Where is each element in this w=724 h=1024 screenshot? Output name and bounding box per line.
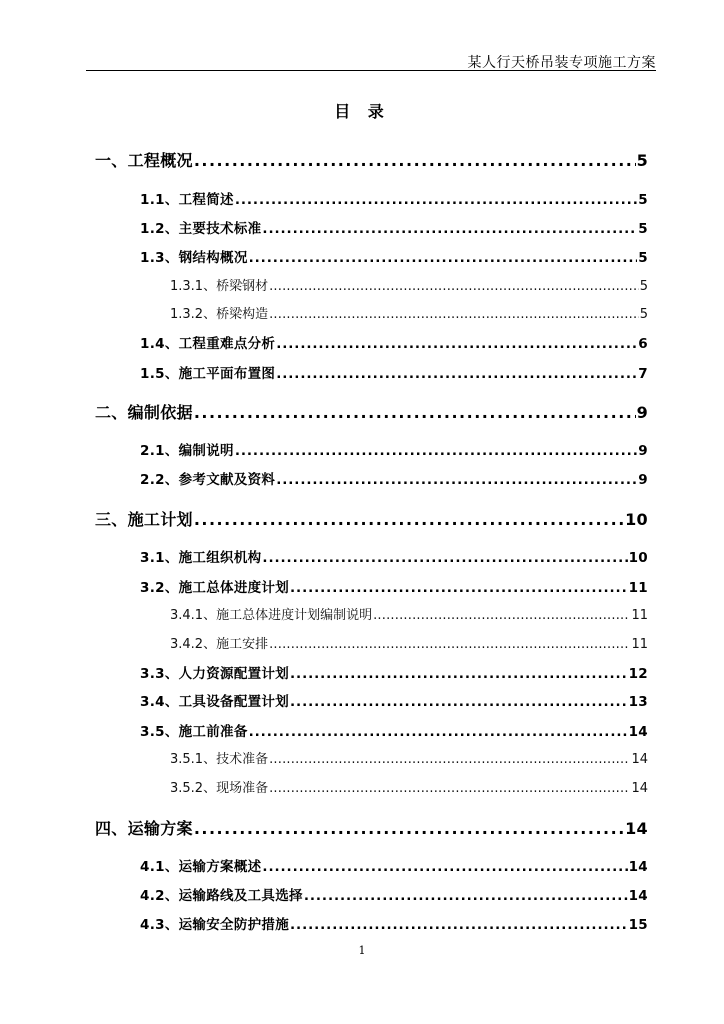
toc-dot-leader xyxy=(290,666,628,682)
toc-entry-page: 6 xyxy=(638,336,648,352)
toc-entry-page: 14 xyxy=(631,752,648,767)
toc-dot-leader xyxy=(269,781,630,796)
document-title: 某人行天桥吊装专项施工方案 xyxy=(467,55,656,71)
toc-entry[interactable] xyxy=(140,188,648,208)
toc-entry-page: 5 xyxy=(638,221,648,237)
toc-dot-leader xyxy=(194,403,636,422)
toc-entry-label: 3.5、施工前准备 xyxy=(140,724,248,740)
toc-entry-label: 1.3.2、桥梁构造 xyxy=(170,307,269,322)
toc-entry-label: 4.2、运输路线及工具选择 xyxy=(140,888,303,904)
toc-entry-label: 2.2、参考文献及资料 xyxy=(140,472,276,488)
toc-entry-page: 9 xyxy=(636,403,648,422)
toc-entry-label: 3.3、人力资源配置计划 xyxy=(140,666,290,682)
toc-dot-leader xyxy=(269,279,639,294)
toc-entry[interactable] xyxy=(140,362,648,382)
toc-entry-label: 二、编制依据 xyxy=(95,403,193,422)
toc-entry-label: 3.4.2、施工安排 xyxy=(170,637,269,652)
toc-entry-page: 13 xyxy=(628,694,648,710)
toc-entry-label: 三、施工计划 xyxy=(95,510,193,529)
toc-dot-leader xyxy=(269,637,630,652)
toc-entry-label: 4.1、运输方案概述 xyxy=(140,859,262,875)
toc-dot-leader xyxy=(249,250,638,266)
toc-entry[interactable] xyxy=(140,246,648,266)
toc-entry-page: 10 xyxy=(628,550,648,566)
toc-entry-page: 5 xyxy=(639,307,648,322)
toc-entry-page: 14 xyxy=(625,819,648,838)
toc-entry-label: 3.2、施工总体进度计划 xyxy=(140,580,290,596)
toc-entry-label: 1.2、主要技术标准 xyxy=(140,221,262,237)
toc-dot-leader xyxy=(290,694,628,710)
toc-entry-label: 3.4.1、施工总体进度计划编制说明 xyxy=(170,608,373,623)
toc-entry-label: 4.3、运输安全防护措施 xyxy=(140,917,290,933)
toc-entry[interactable] xyxy=(140,439,648,459)
toc-entry[interactable] xyxy=(95,400,648,423)
toc-entry[interactable] xyxy=(170,633,648,652)
toc-entry-page: 5 xyxy=(638,250,648,266)
toc-entry[interactable] xyxy=(170,748,648,767)
toc-entry[interactable] xyxy=(140,468,648,488)
toc-entry-page: 15 xyxy=(628,917,648,933)
toc-entry-page: 14 xyxy=(628,724,648,740)
toc-entry-label: 1.5、施工平面布置图 xyxy=(140,366,276,382)
toc-entry-page: 9 xyxy=(638,472,648,488)
toc-entry-page: 5 xyxy=(638,192,648,208)
toc-dot-leader xyxy=(276,472,637,488)
toc-entry-label: 1.3.1、桥梁钢材 xyxy=(170,279,269,294)
toc-entry-label: 3.4、工具设备配置计划 xyxy=(140,694,290,710)
toc-entry-page: 14 xyxy=(628,859,648,875)
page-number: 1 xyxy=(358,944,366,957)
toc-dot-leader xyxy=(290,917,628,933)
toc-entry-page: 5 xyxy=(639,279,648,294)
toc-entry-page: 9 xyxy=(638,443,648,459)
toc-dot-leader xyxy=(249,724,628,740)
toc-entry-label: 3.5.1、技术准备 xyxy=(170,752,269,767)
toc-dot-leader xyxy=(269,307,639,322)
toc-dot-leader xyxy=(304,888,628,904)
toc-entry[interactable] xyxy=(140,662,648,682)
toc-dot-leader xyxy=(262,550,627,566)
toc-entry[interactable] xyxy=(95,816,648,839)
toc-entry[interactable] xyxy=(95,148,648,171)
toc-entry-label: 1.3、钢结构概况 xyxy=(140,250,248,266)
toc-entry[interactable] xyxy=(170,777,648,796)
toc-dot-leader xyxy=(194,819,624,838)
header-divider xyxy=(86,70,656,71)
toc-entry-page: 10 xyxy=(625,510,648,529)
toc-dot-leader xyxy=(269,752,630,767)
toc-dot-leader xyxy=(194,151,636,170)
toc-entry-page: 14 xyxy=(631,781,648,796)
toc-entry-label: 2.1、编制说明 xyxy=(140,443,234,459)
toc-dot-leader xyxy=(235,443,637,459)
toc-entry[interactable] xyxy=(170,303,648,322)
toc-entry[interactable] xyxy=(170,604,648,623)
toc-heading: 目 录 xyxy=(334,102,390,121)
toc-entry[interactable] xyxy=(140,913,648,933)
toc-entry-label: 一、工程概况 xyxy=(95,151,193,170)
toc-entry-label: 3.1、施工组织机构 xyxy=(140,550,262,566)
toc-entry-label: 1.1、工程简述 xyxy=(140,192,234,208)
toc-dot-leader xyxy=(262,859,627,875)
toc-entry[interactable] xyxy=(140,855,648,875)
toc-entry-label: 1.4、工程重难点分析 xyxy=(140,336,276,352)
toc-entry-label: 四、运输方案 xyxy=(95,819,193,838)
toc-entry-page: 7 xyxy=(638,366,648,382)
toc-dot-leader xyxy=(194,510,624,529)
toc-entry[interactable] xyxy=(140,576,648,596)
toc-dot-leader xyxy=(373,608,630,623)
toc-entry-page: 12 xyxy=(628,666,648,682)
toc-entry-page: 11 xyxy=(631,608,648,623)
toc-entry-page: 5 xyxy=(636,151,648,170)
toc-dot-leader xyxy=(262,221,637,237)
toc-entry[interactable] xyxy=(140,720,648,740)
toc-entry-page: 11 xyxy=(631,637,648,652)
toc-entry[interactable] xyxy=(170,275,648,294)
toc-dot-leader xyxy=(276,366,637,382)
toc-dot-leader xyxy=(276,336,637,352)
toc-entry-label: 3.5.2、现场准备 xyxy=(170,781,269,796)
toc-dot-leader xyxy=(235,192,637,208)
toc-entry-page: 14 xyxy=(628,888,648,904)
toc-entry[interactable] xyxy=(140,217,648,237)
toc-entry[interactable] xyxy=(140,546,648,566)
toc-dot-leader xyxy=(290,580,628,596)
toc-entry[interactable] xyxy=(95,507,648,530)
toc-entry[interactable] xyxy=(140,332,648,352)
toc-entry[interactable] xyxy=(140,884,648,904)
toc-entry[interactable] xyxy=(140,690,648,710)
toc-entry-page: 11 xyxy=(628,580,648,596)
